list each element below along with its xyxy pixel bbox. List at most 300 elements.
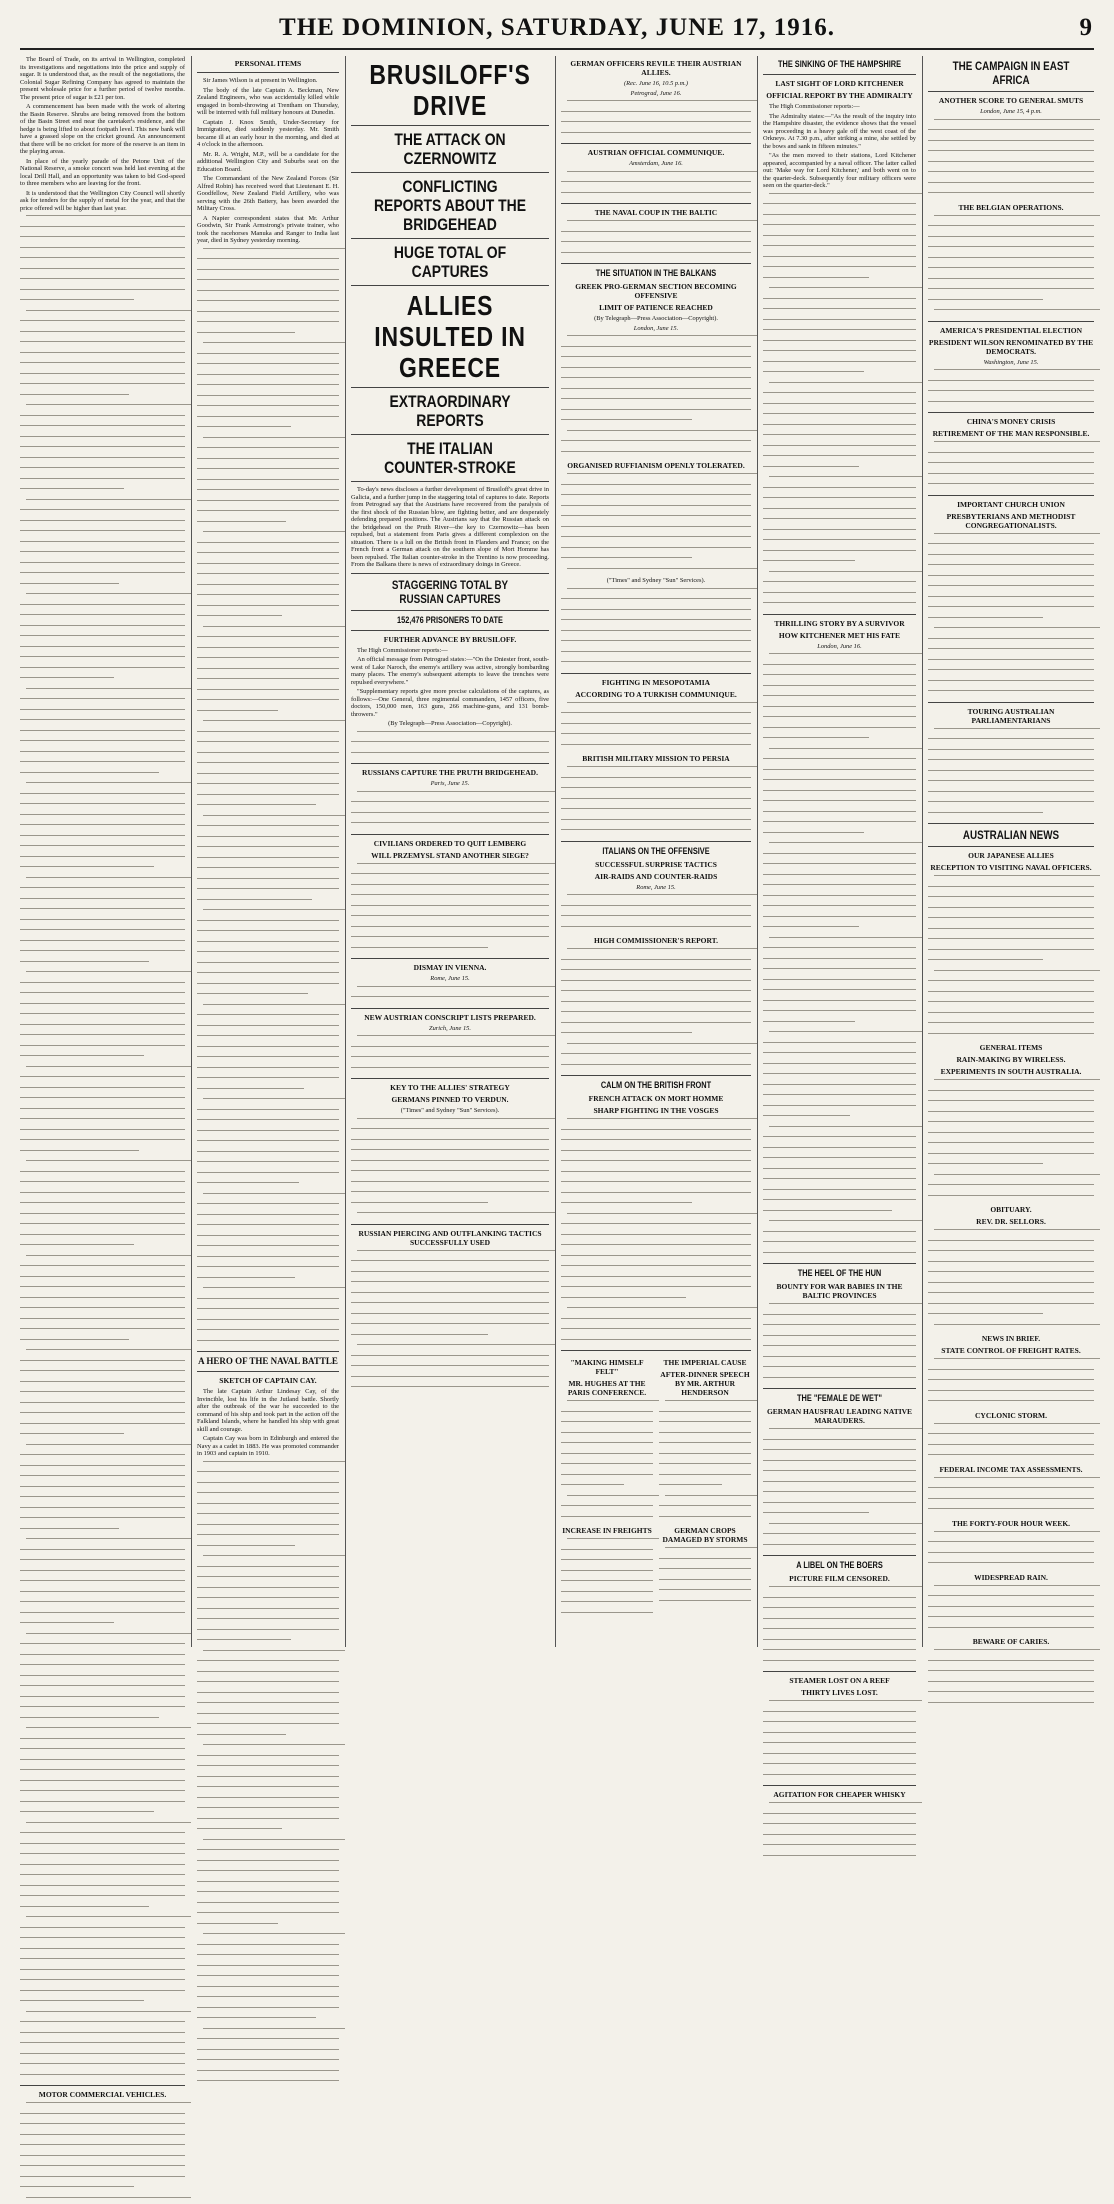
text-line [197,1986,339,1994]
text-line [763,769,916,777]
column-rule [345,56,346,1647]
text-line [20,278,185,286]
text-line [928,638,1094,646]
text-line [763,926,916,934]
text-line [20,373,185,381]
two-up-articles [561,1355,751,1619]
section-heading: CIVILIANS ORDERED TO QUIT LEMBERG [351,839,549,848]
text-line [20,2021,185,2029]
text-line [197,405,339,413]
text-line [928,1454,1094,1462]
sub-heading: FEDERAL INCOME TAX ASSESSMENTS. [928,1465,1094,1474]
text-filler [928,728,1094,820]
text-line [928,1541,1094,1549]
divider [351,387,549,388]
text-line [20,1423,185,1431]
text-line [197,825,339,833]
text-line [561,1505,653,1513]
text-line [351,996,549,1004]
text-line [197,1723,339,1731]
text-line [561,1192,751,1200]
text-line [197,500,339,508]
section-heading: AUSTRALIAN NEWS [943,828,1079,842]
text-line [20,667,185,675]
text-line [763,340,916,348]
text-line [20,2011,185,2019]
text-line [197,300,339,308]
text-line [351,822,549,830]
text-line [928,1250,1094,1258]
text-line [197,1319,339,1327]
article-paragraph: Mr. R. A. Wright, M.P., will be a candidate for the additional Wellington City and Suburbs seat on the Education Board. [197,151,339,174]
text-line [197,888,339,896]
text-line [763,1252,916,1260]
byline: (By Telegraph—Press Association—Copyright). [561,315,751,323]
text-line [20,625,185,633]
text-line [20,1507,185,1515]
text-line [197,458,339,466]
section-heading: PERSONAL ITEMS [197,59,339,68]
text-line [763,937,916,945]
text-line [561,1474,653,1482]
text-line [351,1128,549,1136]
text-line [20,1906,185,1914]
text-line [561,1139,751,1147]
text-line [351,1212,549,1220]
text-line [20,436,185,444]
text-line [763,392,916,400]
text-line [197,1471,339,1479]
divider [351,125,549,126]
text-line [561,388,751,396]
sub-heading: SHARP FIGHTING IN THE VOSGES [561,1106,751,1115]
text-line [197,1513,339,1521]
article-paragraph: Captain J. Knox Smith, Under-Secretary for Immigration, died suddenly yesterday. Mr. Smith became ill at an early hour in the morning, and died at 4 o'clock in the afternoon. [197,119,339,149]
section-heading: KEY TO THE ALLIES' STRATEGY [351,1083,549,1092]
text-line [763,800,916,808]
text-line [763,1628,916,1636]
text-line [197,1744,339,1752]
text-line [20,1769,185,1777]
text-line [20,1087,185,1095]
text-line [561,1442,653,1450]
text-line [763,790,916,798]
text-line [197,1503,339,1511]
text-line [928,886,1094,894]
section-heading: RUSSIAN PIERCING AND OUTFLANKING TACTICS SUCCESSFULLY USED [351,1229,549,1247]
text-line [20,583,185,591]
text-line [561,630,751,638]
text-line [197,762,339,770]
text-line [561,702,751,710]
text-line [20,1349,185,1357]
text-line [20,1748,185,1756]
text-line [659,1547,751,1555]
text-line [928,564,1094,572]
text-line [197,1046,339,1054]
text-line [351,791,549,799]
text-line [351,1202,549,1210]
text-line [561,798,751,806]
text-line [197,1828,339,1836]
text-line [20,2032,185,2040]
text-line [928,473,1094,481]
text-line [561,712,751,720]
text-line [763,748,916,756]
text-line [20,394,185,402]
text-line [763,1512,916,1520]
text-line [763,193,916,201]
text-line [763,905,916,913]
text-line [763,1168,916,1176]
text-line [561,473,751,481]
section-heading: AGITATION FOR CHEAPER WHISKY [763,1790,916,1799]
text-line [20,1234,185,1242]
text-filler [351,986,549,1004]
sub-heading: HIGH COMMISSIONER'S REPORT. [561,936,751,945]
text-line [197,1256,339,1264]
text-line [928,991,1094,999]
text-line [20,1843,185,1851]
text-line [197,342,339,350]
text-line [763,1428,916,1436]
sub-heading: FURTHER ADVANCE BY BRUSILOFF. [351,635,549,644]
text-line [928,299,1094,307]
text-line [763,695,916,703]
text-filler [351,1250,549,1394]
text-line [197,951,339,959]
text-line [197,731,339,739]
text-line [20,1570,185,1578]
text-line [351,1170,549,1178]
text-line [197,2059,339,2067]
text-line [20,635,185,643]
text-line [351,873,549,881]
text-line [561,181,751,189]
text-line [763,308,916,316]
text-line [561,1484,653,1492]
text-line [197,1671,339,1679]
text-line [351,1056,549,1064]
text-line [20,740,185,748]
section-heading: CHINA'S MONEY CRISIS [928,417,1094,426]
text-line [928,738,1094,746]
text-line [763,1753,916,1761]
divider [763,1388,916,1389]
text-line [928,1358,1094,1366]
text-line [20,751,185,759]
text-line [561,915,751,923]
text-line [20,1780,185,1788]
text-filler [928,215,1094,317]
text-line [197,1067,339,1075]
text-line [763,550,916,558]
text-line [928,1303,1094,1311]
text-line [763,403,916,411]
text-line [20,1948,185,1956]
text-line [351,1149,549,1157]
text-line [20,908,185,916]
text-line [763,1335,916,1343]
text-line [197,1608,339,1616]
text-line [763,518,916,526]
text-line [20,2155,185,2163]
text-line [351,801,549,809]
text-line [197,752,339,760]
text-line [561,588,751,596]
headline-deck: CONFLICTING REPORTS ABOUT THE BRIDGEHEAD [369,177,531,234]
text-line [928,1142,1094,1150]
text-line [763,1031,916,1039]
text-line [561,819,751,827]
text-line [928,369,1094,377]
text-filler [561,1538,653,1619]
text-line [763,1618,916,1626]
text-line [659,1442,751,1450]
text-line [928,1261,1094,1269]
text-line [561,1411,653,1419]
text-line [20,656,185,664]
text-line [197,1245,339,1253]
text-line [659,1463,751,1471]
text-line [561,829,751,837]
sub-heading: GERMAN HAUSFRAU LEADING NATIVE MARAUDERS. [763,1407,916,1425]
text-line [928,1121,1094,1129]
text-line [20,1706,185,1714]
text-line [561,171,751,179]
text-line [561,1463,653,1471]
text-line [763,455,916,463]
text-line [20,1391,185,1399]
text-line [20,919,185,927]
text-line [928,1423,1094,1431]
text-line [763,1533,916,1541]
sub-heading: GREEK PRO-GERMAN SECTION BECOMING OFFENSIVE [561,282,751,300]
text-line [351,1118,549,1126]
text-filler [351,731,549,760]
text-line [197,2080,339,2088]
text-line [763,1094,916,1102]
text-line [763,476,916,484]
text-line [763,664,916,672]
text-line [928,1153,1094,1161]
section-heading: THE SITUATION IN THE BALKANS [578,268,734,279]
text-line [763,1000,916,1008]
text-line [763,487,916,495]
text-line [197,1492,339,1500]
text-line [197,426,339,434]
byline: (By Telegraph—Press Association—Copyright). [351,720,549,728]
text-line [197,1944,339,1952]
divider [197,72,339,73]
text-line [928,1670,1094,1678]
text-line [197,1849,339,1857]
text-filler [928,1477,1094,1516]
text-line [197,699,339,707]
divider [351,434,549,435]
text-line [20,520,185,528]
text-line [197,353,339,361]
text-line [20,268,185,276]
sub-heading: OUR JAPANESE ALLIES [928,851,1094,860]
text-filler [351,863,549,955]
text-line [928,236,1094,244]
text-line [561,1118,751,1126]
text-line [197,1224,339,1232]
sub-heading: BEWARE OF CARIES. [928,1637,1094,1646]
section-heading: THE HEEL OF THE HUN [777,1268,902,1279]
text-line [197,311,339,319]
text-line [20,1318,185,1326]
text-line [20,2144,185,2152]
sub-heading: GERMANS PINNED TO VERDUN. [351,1095,549,1104]
divider [351,958,549,959]
section-heading: THE NAVAL COUP IN THE BALTIC [561,208,751,217]
text-line [20,478,185,486]
text-line [928,1444,1094,1452]
divider [763,74,916,75]
text-line [20,1013,185,1021]
text-line [763,1470,916,1478]
text-line [763,1649,916,1657]
text-filler [763,1700,916,1781]
text-line [197,1172,339,1180]
text-line [20,1864,185,1872]
text-line [20,730,185,738]
text-line [763,1449,916,1457]
article-paragraph: The body of the late Captain A. Beckman, New Zealand Engineers, who was accidentally killed while engaged in bomb-throwing at Trentham on Thursday, will be interred with full military honours at Dunedin. [197,87,339,117]
text-line [928,483,1094,491]
text-line [928,585,1094,593]
divider [351,238,549,239]
text-line [763,1220,916,1228]
text-line [561,557,751,565]
text-line [197,1130,339,1138]
divider [928,321,1094,322]
text-line [20,1664,185,1672]
text-line [561,241,751,249]
text-line [928,759,1094,767]
article-paragraph: An official message from Petrograd states:—"On the Dniester front, south-west of Lake Naroch, the enemy's artillery was active, strongly bombarding many places. The enemy's subsequent attempts to leave the trenches were repulsed everywhere." [351,656,549,686]
text-line [197,1755,339,1763]
text-line [20,1675,185,1683]
text-line [197,1203,339,1211]
text-line [561,398,751,406]
text-line [928,225,1094,233]
text-line [928,1195,1094,1203]
text-line [20,2123,185,2131]
text-line [197,1975,339,1983]
article-paragraph: The Admiralty states:—"As the result of the inquiry into the Hampshire disaster, the evidence shows that the vessel was proceeding in a heavy gale off the west coast of the Orkneys. At 7.30 p.m., after striking a mine, she settled by the bows and sank in fifteen minutes." [763,113,916,151]
headline-deck: ALLIES INSULTED IN GREECE [369,290,531,383]
text-line [197,1545,339,1553]
text-line [20,1370,185,1378]
text-line [928,1033,1094,1041]
section-heading: THRILLING STORY BY A SURVIVOR [763,619,916,628]
column-rule [555,56,556,1647]
text-line [561,1591,653,1599]
divider [351,172,549,173]
dateline: Rome, June 15. [561,884,751,892]
text-line [197,279,339,287]
text-line [197,1891,339,1899]
divider [351,1008,549,1009]
text-filler [763,1586,916,1667]
text-line [197,1702,339,1710]
text-line [197,374,339,382]
text-line [763,716,916,724]
text-line [928,749,1094,757]
text-filler [561,220,751,259]
dateline: Amsterdam, June 16. [561,160,751,168]
text-line [763,895,916,903]
text-line [928,928,1094,936]
sub-heading: BOUNTY FOR WAR BABIES IN THE BALTIC PROVINCES [763,1282,916,1300]
text-line [351,1181,549,1189]
text-line [763,737,916,745]
text-line [763,1711,916,1719]
text-line [20,593,185,601]
text-line [197,741,339,749]
text-line [928,192,1094,200]
text-line [928,980,1094,988]
divider [197,1371,339,1372]
text-line [20,2102,185,2110]
text-line [20,1853,185,1861]
text-line [763,1042,916,1050]
text-line [763,832,916,840]
text-line [20,1034,185,1042]
text-line [928,1184,1094,1192]
section-heading: TOURING AUSTRALIAN PARLIAMENTARIANS [928,707,1094,725]
sub-heading: RETIREMENT OF THE MAN RESPONSIBLE. [928,429,1094,438]
text-line [561,1432,653,1440]
section-heading: STEAMER LOST ON A REEF [763,1676,916,1685]
text-line [197,1629,339,1637]
text-line [197,1912,339,1920]
text-line [928,1001,1094,1009]
text-line [561,905,751,913]
text-line [20,1286,185,1294]
text-line [197,416,339,424]
sub-heading: OBITUARY. [928,1205,1094,1214]
text-line [197,1119,339,1127]
text-line [197,510,339,518]
text-line [20,1076,185,1084]
text-line [351,1386,549,1394]
text-line [197,1140,339,1148]
text-line [928,1132,1094,1140]
text-filler [561,588,751,669]
text-line [20,1129,185,1137]
text-line [197,605,339,613]
text-line [20,709,185,717]
text-line [928,462,1094,470]
text-line [763,602,916,610]
text-line [20,383,185,391]
text-line [561,894,751,902]
text-line [928,1562,1094,1570]
text-line [197,1193,339,1201]
sub-heading: THE FORTY-FOUR HOUR WEEK. [928,1519,1094,1528]
text-filler [561,702,751,752]
text-line [928,1552,1094,1560]
text-line [659,1421,751,1429]
text-line [197,657,339,665]
text-line [928,1090,1094,1098]
text-line [659,1400,751,1408]
text-line [928,970,1094,978]
